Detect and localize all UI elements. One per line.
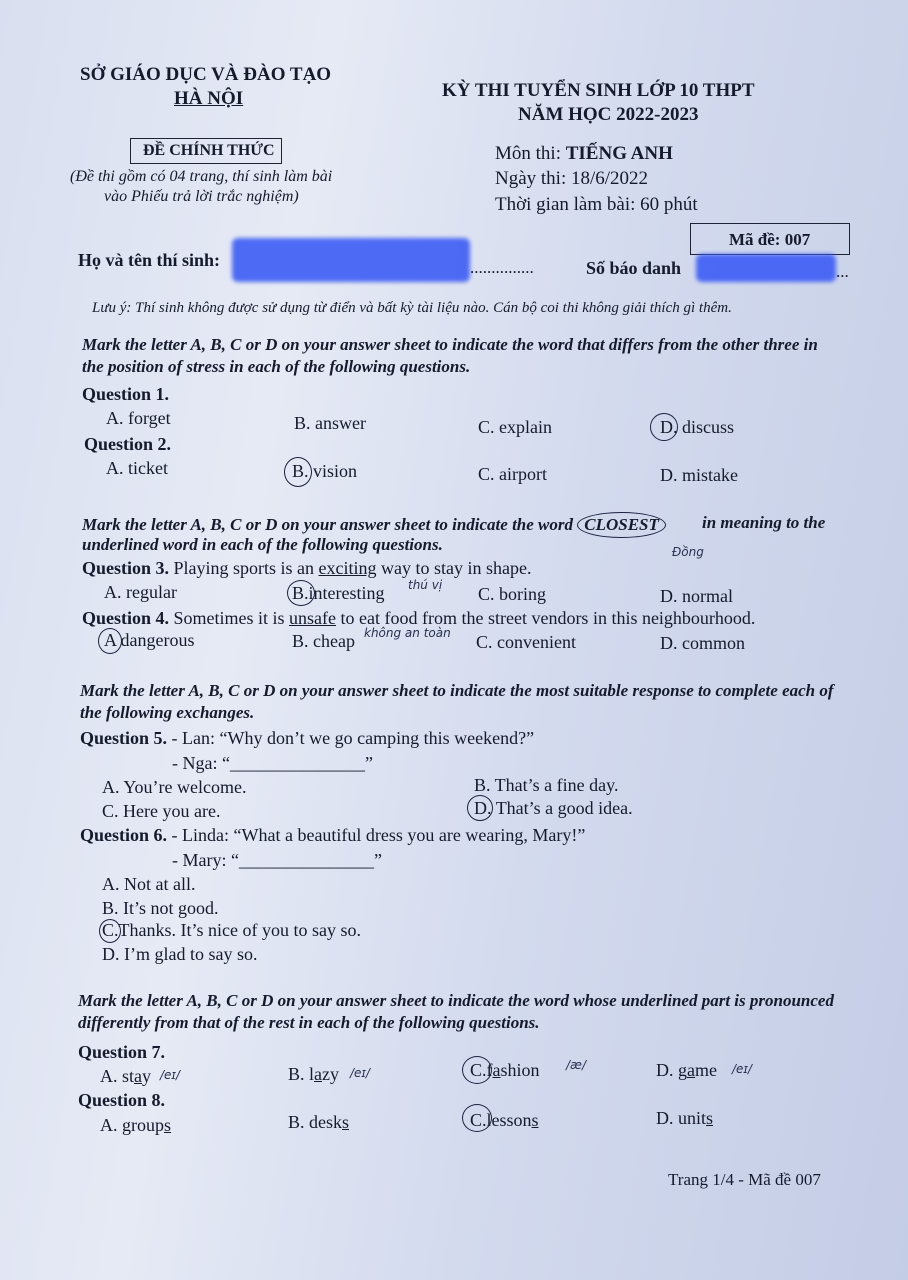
handwritten-q7-a: /eɪ/ xyxy=(160,1068,180,1082)
q1-option-b: B. answer xyxy=(294,413,366,433)
pronounce-instruction: Mark the letter A, B, C or D on your answer sheet to indicate the word whose underlined part is pronounced differently from that of the rest in each of the following questions. xyxy=(78,991,834,1032)
q7-c-letter: C. xyxy=(470,1060,487,1080)
q2-label: Question 2. xyxy=(84,434,172,454)
q7-d-post: me xyxy=(695,1060,717,1080)
q8-label: Question 8. xyxy=(78,1090,166,1110)
answer-circle-q7 xyxy=(462,1056,492,1084)
q7-b-post: zy xyxy=(322,1064,340,1084)
q3-option-a: A. regular xyxy=(104,582,177,602)
q4-pre: Sometimes it is xyxy=(173,608,285,628)
subject-line xyxy=(495,143,673,165)
exam-date: Ngày thi: 18/6/2022 xyxy=(495,168,649,189)
q6-stem xyxy=(80,825,585,846)
q3-b-text: interesting xyxy=(308,583,385,603)
official-label: ĐỀ CHÍNH THỨC xyxy=(143,142,275,159)
candidate-id-dots: ... xyxy=(836,262,849,281)
response-instruction: Mark the letter A, B, C or D on your answer sheet to indicate the most suitable response to complete each of the following exchanges. xyxy=(80,681,834,722)
q4-a-text: dangerous xyxy=(120,630,195,650)
q1-label: Question 1. xyxy=(82,384,170,404)
q2-option-c: C. airport xyxy=(478,464,547,484)
official-note-line2: vào Phiếu trả lời trắc nghiệm) xyxy=(104,188,299,205)
q2-b-letter: B. xyxy=(292,461,309,481)
q5-stem xyxy=(80,728,534,749)
exam-title: KỲ THI TUYỂN SINH LỚP 10 THPT xyxy=(442,80,755,101)
q6-option-c xyxy=(102,920,361,941)
q6-line2: - Mary: “_______________” xyxy=(172,850,382,870)
q8-c-pre: lesson xyxy=(486,1110,532,1130)
answer-circle-q3 xyxy=(287,580,315,606)
q4-option-c: C. convenient xyxy=(476,632,576,652)
q4-target-word: unsafe xyxy=(289,608,337,628)
q8-option-d xyxy=(656,1108,713,1129)
candidate-id-label: Số báo danh xyxy=(586,258,682,278)
q5-line1: - Lan: “Why don’t we go camping this weekend?” xyxy=(171,728,535,748)
q8-b-underlined: s xyxy=(342,1112,350,1132)
q8-b-pre: B. desk xyxy=(288,1112,342,1132)
q6-option-b: B. It’s not good. xyxy=(102,898,219,918)
candidate-name-dots: ............... xyxy=(470,258,534,277)
q5-option-b: B. That’s a fine day. xyxy=(474,775,619,795)
q1-option-a: A. forget xyxy=(106,408,171,428)
closest-instruction-rest: in meaning to the underlined word in each of the following questions. xyxy=(82,513,826,554)
q2-option-d: D. mistake xyxy=(660,465,738,485)
q7-option-a xyxy=(100,1066,151,1087)
exam-code-box xyxy=(690,223,850,255)
page-footer: Trang 1/4 - Mã đề 007 xyxy=(668,1170,821,1189)
handwritten-q7-d: /eɪ/ xyxy=(732,1062,752,1076)
official-note-line1: (Đề thi gồm có 04 trang, thí sinh làm bài xyxy=(70,168,333,185)
q7-a-pre: A. st xyxy=(100,1066,135,1086)
q4-a-letter: A xyxy=(104,630,117,650)
answer-circle-q8 xyxy=(462,1104,492,1132)
q3-stem xyxy=(82,558,531,579)
q3-label: Question 3. xyxy=(82,558,170,578)
exam-code: Mã đề: 007 xyxy=(729,230,811,249)
answer-circle-q1 xyxy=(650,413,678,441)
exam-duration: Thời gian làm bài: 60 phút xyxy=(495,194,698,215)
q7-a-underlined: a xyxy=(134,1066,143,1086)
q7-label: Question 7. xyxy=(78,1042,166,1062)
school-year: NĂM HỌC 2022-2023 xyxy=(518,104,699,125)
q8-a-underlined: s xyxy=(164,1115,172,1135)
q3-target-word: exciting xyxy=(318,558,377,578)
q6-c-letter: C. xyxy=(102,920,119,940)
q8-d-pre: D. unit xyxy=(656,1108,707,1128)
q5-option-d xyxy=(474,798,633,819)
candidate-name-label: Họ và tên thí sinh: xyxy=(78,250,221,270)
q8-d-underlined: s xyxy=(706,1108,714,1128)
q4-post: to eat food from the street vendors in this neighbourhood. xyxy=(340,608,756,628)
q2-option-a: A. ticket xyxy=(106,458,168,478)
department-name: SỞ GIÁO DỤC VÀ ĐÀO TẠO xyxy=(80,64,332,85)
q4-option-d: D. common xyxy=(660,633,745,653)
handwritten-q7-c: /æ/ xyxy=(566,1058,587,1072)
subject-label: Môn thi: xyxy=(495,143,566,164)
closest-word: CLOSEST xyxy=(577,512,666,538)
q4-option-b: B. cheap xyxy=(292,631,355,651)
q4-label: Question 4. xyxy=(82,608,170,628)
handwritten-q7-b: /eɪ/ xyxy=(350,1066,370,1080)
q7-d-pre: D. g xyxy=(656,1060,687,1080)
q7-a-post: y xyxy=(142,1066,152,1086)
q7-option-b xyxy=(288,1064,339,1085)
exam-note: Lưu ý: Thí sinh không được sử dụng từ điển và bất kỳ tài liệu nào. Cán bộ coi thi không giải thích gì thêm. xyxy=(92,300,732,316)
q8-option-a xyxy=(100,1115,171,1136)
q6-option-a: A. Not at all. xyxy=(102,874,196,894)
q7-b-underlined: a xyxy=(314,1064,323,1084)
official-box xyxy=(130,138,282,164)
q7-c-underlined: a xyxy=(492,1060,501,1080)
q8-a-pre: A. group xyxy=(100,1115,164,1135)
q6-label: Question 6. xyxy=(80,825,168,845)
q8-option-b xyxy=(288,1112,349,1133)
q6-c-text: Thanks. It’s nice of you to say so. xyxy=(118,920,361,940)
q3-pre: Playing sports is an xyxy=(173,558,315,578)
handwritten-q4-note: không an toàn xyxy=(364,626,451,640)
q5-d-letter: D. xyxy=(474,798,492,818)
q1-d-text: discuss xyxy=(682,417,735,437)
handwritten-q3-note: thú vị xyxy=(408,578,443,592)
answer-circle-q5 xyxy=(467,795,493,821)
q5-d-text: That’s a good idea. xyxy=(495,798,633,818)
city-name: HÀ NỘI xyxy=(174,88,244,109)
q7-d-underlined: a xyxy=(687,1060,695,1080)
q1-d-letter: D. xyxy=(660,417,678,437)
redacted-id xyxy=(696,254,836,282)
subject-value: TIẾNG ANH xyxy=(565,143,673,164)
stress-instruction: Mark the letter A, B, C or D on your answer sheet to indicate the word that differs from the other three in the position of stress in each of the following questions. xyxy=(82,335,818,376)
q5-option-c: C. Here you are. xyxy=(102,801,221,821)
q3-post: way to stay in shape. xyxy=(381,558,532,578)
handwritten-closest-note: Đồng xyxy=(672,545,704,559)
q7-c-pre: f xyxy=(486,1060,493,1080)
q7-c-post: shion xyxy=(500,1060,540,1080)
closest-instruction-part1: Mark the letter A, B, C or D on your answer sheet to indicate the word xyxy=(82,515,573,534)
q5-line2: - Nga: “_______________” xyxy=(172,753,373,773)
q6-line1: - Linda: “What a beautiful dress you are wearing, Mary!” xyxy=(171,825,586,845)
q1-option-c: C. explain xyxy=(478,417,552,437)
q6-option-d: D. I’m glad to say so. xyxy=(102,944,258,964)
q7-option-d xyxy=(656,1060,717,1081)
answer-circle-q6 xyxy=(99,919,121,943)
q3-b-letter: B. xyxy=(292,583,309,603)
q8-c-underlined: s xyxy=(531,1110,539,1130)
answer-circle-q4 xyxy=(98,628,122,654)
redacted-name xyxy=(232,238,470,282)
q8-c-letter: C. xyxy=(470,1110,487,1130)
q3-option-d: D. normal xyxy=(660,586,733,606)
q5-option-a: A. You’re welcome. xyxy=(102,777,247,797)
q3-option-c: C. boring xyxy=(478,584,547,604)
q2-b-text: vision xyxy=(313,461,358,481)
q7-b-pre: B. l xyxy=(288,1064,315,1084)
answer-circle-q2 xyxy=(284,457,312,487)
q5-label: Question 5. xyxy=(80,728,168,748)
